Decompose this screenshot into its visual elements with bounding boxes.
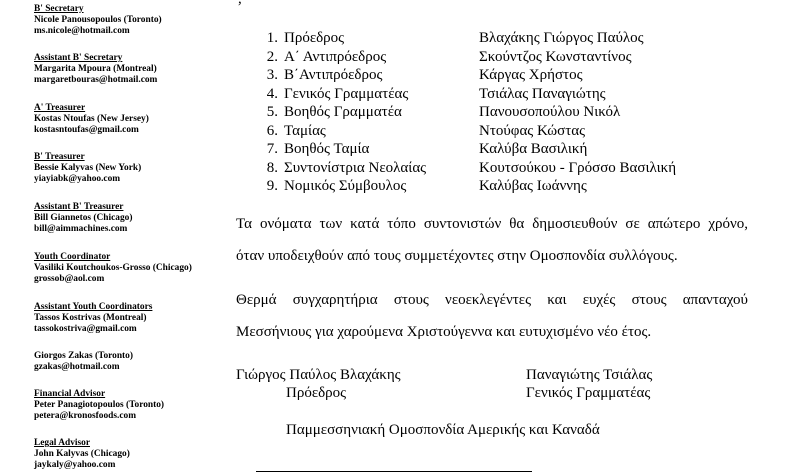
officer-title: Ταμίας [284,122,326,139]
sidebar-email: kostasntoufas@gmail.com [34,125,139,135]
officer-title: Πρόεδρος [284,30,345,46]
officer-name: Βλαχάκης Γιώργος Παύλος [479,30,644,46]
sidebar-email: jaykaly@yahoo.com [34,460,116,470]
sidebar-member-name: Margarita Mpoura (Montreal) [34,64,157,74]
sidebar-role: Assistant Youth Coordinators [34,302,153,312]
secretary-signature [526,366,652,402]
sidebar-member-name: Bessie Kalyvas (New York) [34,163,142,173]
organization-name: Παμμεσσηνιακή Ομοσπονδία Αμερικής και Καναδά [286,422,600,438]
sidebar-member-name: Vasiliki Koutchoukos-Grosso (Chicago) [34,263,192,273]
officer-title: Βοηθός Ταμία [284,141,370,157]
officer-name: Καλύβα Βασιλική [479,141,588,157]
sidebar-entry [34,103,234,136]
officer-title: Γενικός Γραμματέας [284,85,409,102]
cropped-text-fragment [236,0,756,4]
sidebar-email: gzakas@hotmail.com [34,362,120,372]
officer-name: Καλύβας Ιωάννης [479,178,587,194]
sidebar-member-name: John Kalyvas (Chicago) [34,449,130,459]
officer-name: Πανουσοπούλου Νικόλ [479,104,621,120]
sidebar-email: margaretbouras@hotmail.com [34,75,158,85]
sidebar-email: tassokostriva@gmail.com [34,324,137,334]
sidebar-entry [34,4,234,37]
sidebar-member-name: Giorgos Zakas (Toronto) [34,351,133,361]
sidebar-member-name: Nicole Panousopoulos (Toronto) [34,15,162,25]
sidebar-entry [34,202,234,235]
sidebar-entry [34,302,234,335]
sidebar-role: A' Treasurer [34,103,86,113]
officer-title: Β΄Αντιπρόεδρος [284,67,383,83]
officer-name: Ντούφας Κώστας [479,122,586,139]
sidebar-role: Assistant B' Treasurer [34,202,124,212]
signatory-title: Γενικός Γραμματέας [526,385,651,401]
officer-name: Σκούντζος Κωνσταντίνος [479,48,632,65]
sidebar-member-name: Kostas Ntoufas (New Jersey) [34,114,149,124]
president-signature [236,366,401,402]
sidebar-role: Legal Advisor [34,438,90,448]
sidebar-entry [34,351,234,373]
signatory-title: Πρόεδρος [286,385,347,401]
sidebar-entry [34,438,234,471]
sidebar-entry [34,389,234,422]
greetings-paragraph: Θερμά συγχαρητήρια στους νεοεκλεγέντες και ευχές στους απανταχού Μεσσήνιους για χαρούμενα Χριστούγεννα και ευτυχισμένο νέο έτος. [236,292,748,340]
signatory-name: Παναγιώτης Τσιάλας [526,367,653,383]
coordinators-paragraph: Τα ονόματα των κατά τόπο συντονιστών θα δημοσιευθούν σε απώτερο χρόνο, όταν υποδειχθούν από τους συμμετέχοντες στην Ομοσπονδία συλλόγους. [236,216,748,264]
sidebar-entry [34,152,234,185]
officer-title: Βοηθός Γραμματέα [284,104,402,120]
sidebar-role: B' Secretary [34,4,84,14]
sidebar-email: petera@kronosfoods.com [34,411,137,421]
sidebar-entry [34,53,234,86]
sidebar-member-name: Peter Panagiotopoulos (Toronto) [34,400,165,410]
sidebar-entry [34,252,234,285]
sidebar-email: grossob@aol.com [34,274,105,284]
sidebar-member-name: Bill Giannetos (Chicago) [34,213,133,223]
footer-rule [256,471,532,472]
officer-name: Κουτσούκου - Γρόσσο Βασιλική [479,159,677,176]
sidebar-member-name: Tassos Kostrivas (Montreal) [34,313,147,323]
officer-name: Κάργας Χρήστος [479,67,583,83]
sidebar-role: Assistant B' Secretary [34,53,123,63]
sidebar-role: Youth Coordinator [34,252,111,262]
sidebar-email: ms.nicole@hotmail.com [34,26,130,36]
officer-name: Τσιάλας Παναγιώτης [479,85,606,102]
sidebar-role: B' Treasurer [34,152,85,162]
sidebar-role: Financial Advisor [34,389,106,399]
sidebar-email: bill@aimmachines.com [34,224,128,234]
officer-title: Συντονίστρια Νεολαίας [284,159,427,176]
signatory-name: Γιώργος Παύλος Βλαχάκης [236,367,401,383]
sidebar-email: yiayiabk@yahoo.com [34,174,121,184]
officer-title: Νομικός Σύμβουλος [284,178,407,194]
officer-title: Α΄ Αντιπρόεδρος [284,48,387,65]
